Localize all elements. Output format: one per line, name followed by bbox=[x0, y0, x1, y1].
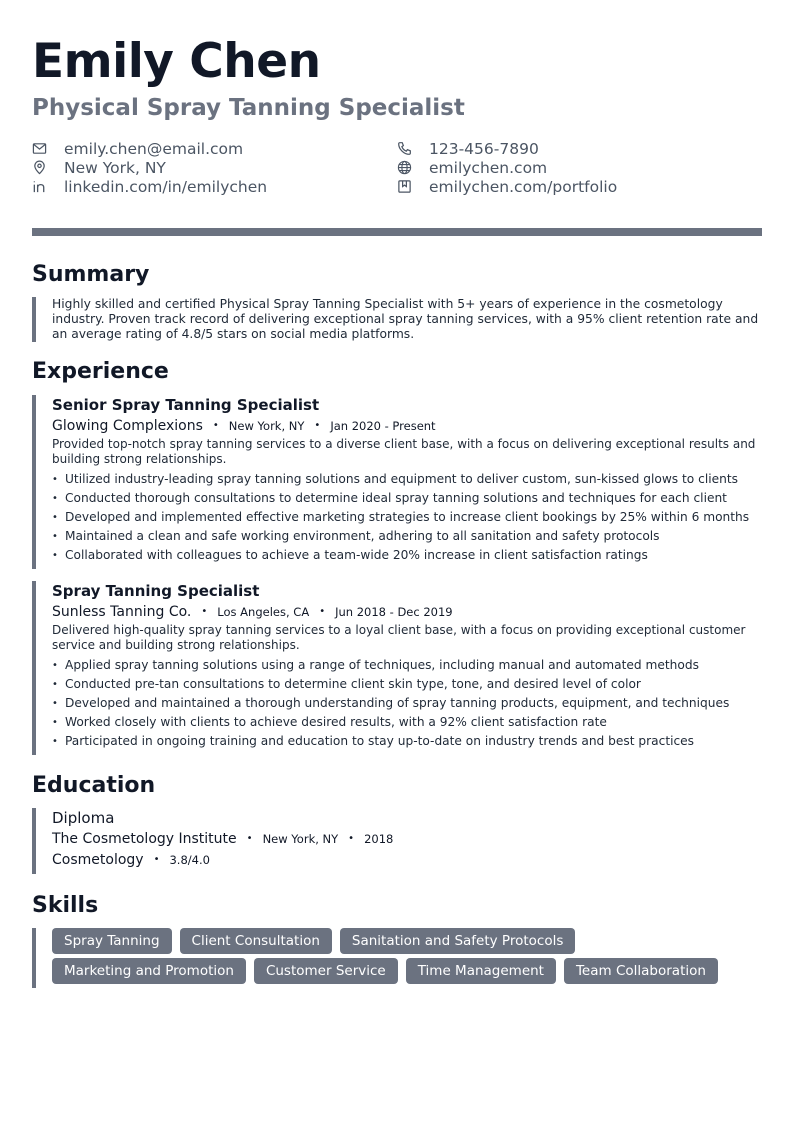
job-location: Los Angeles, CA bbox=[217, 604, 310, 619]
skill-chip: Team Collaboration bbox=[564, 958, 718, 984]
skill-chip: Spray Tanning bbox=[52, 928, 172, 954]
job-bullet: • Conducted pre-tan consultations to determine client skin type, tone, and desired level of color bbox=[52, 675, 762, 694]
linkedin-icon bbox=[32, 179, 47, 194]
job-bullets bbox=[52, 470, 762, 565]
portfolio-icon bbox=[397, 179, 412, 194]
job-company: Sunless Tanning Co. bbox=[52, 603, 192, 620]
separator-dot: • bbox=[246, 833, 253, 844]
location-pin-icon bbox=[32, 160, 47, 175]
job-role: Spray Tanning Specialist bbox=[52, 582, 260, 600]
globe-icon bbox=[397, 160, 412, 175]
contact-location bbox=[32, 158, 166, 177]
skills-heading: Skills bbox=[32, 893, 99, 918]
contact-portfolio[interactable] bbox=[397, 177, 617, 196]
job-meta bbox=[52, 601, 762, 622]
separator-dot: • bbox=[314, 420, 321, 431]
job-location: New York, NY bbox=[228, 418, 305, 433]
contact-email[interactable] bbox=[32, 139, 243, 158]
header-divider bbox=[32, 228, 762, 236]
contact-website-text[interactable]: emilychen.com bbox=[429, 158, 548, 177]
education-gpa: 3.8/4.0 bbox=[169, 852, 210, 867]
contact-linkedin[interactable] bbox=[32, 177, 267, 196]
skill-chip: Time Management bbox=[406, 958, 556, 984]
phone-icon bbox=[397, 141, 412, 156]
job-bullet: • Participated in ongoing training and education to stay up-to-date on industry trends and best practices bbox=[52, 732, 762, 751]
job-bullet: • Developed and implemented effective marketing strategies to increase client bookings by 25% within 6 months bbox=[52, 508, 762, 527]
skills-block bbox=[32, 928, 762, 988]
contact-portfolio-text[interactable]: emilychen.com/portfolio bbox=[429, 177, 618, 196]
education-location: New York, NY bbox=[262, 831, 339, 846]
contact-phone[interactable] bbox=[397, 139, 539, 158]
education-degree: Diploma bbox=[52, 809, 115, 827]
skill-chip: Client Consultation bbox=[180, 928, 332, 954]
summary-heading: Summary bbox=[32, 262, 150, 287]
contact-location-text: New York, NY bbox=[64, 158, 166, 177]
job-bullet: • Maintained a clean and safe working environment, adhering to all sanitation and safety protocols bbox=[52, 527, 762, 546]
job-bullet: • Applied spray tanning solutions using a range of techniques, including manual and automated methods bbox=[52, 656, 762, 675]
candidate-name: Emily Chen bbox=[32, 34, 321, 89]
job-role: Senior Spray Tanning Specialist bbox=[52, 396, 320, 414]
experience-item bbox=[32, 581, 762, 755]
job-description: Delivered high-quality spray tanning services to a loyal client base, with a focus on providing exceptional customer service and building strong relationships. bbox=[52, 623, 746, 652]
separator-dot: • bbox=[201, 606, 208, 617]
job-bullet: • Collaborated with colleagues to achieve a team-wide 20% increase in client satisfaction ratings bbox=[52, 546, 762, 565]
job-dates: Jan 2020 - Present bbox=[330, 418, 436, 433]
education-year: 2018 bbox=[364, 831, 394, 846]
job-meta bbox=[52, 415, 762, 436]
education-field: Cosmetology bbox=[52, 851, 144, 868]
contact-website[interactable] bbox=[397, 158, 547, 177]
job-bullet: • Worked closely with clients to achieve desired results, with a 92% client satisfaction rate bbox=[52, 713, 762, 732]
job-bullet: • Utilized industry-leading spray tanning solutions and equipment to deliver custom, sun-kissed glows to clients bbox=[52, 470, 762, 489]
skill-chip: Sanitation and Safety Protocols bbox=[340, 928, 575, 954]
job-bullet: • Conducted thorough consultations to determine ideal spray tanning solutions and techniques for each client bbox=[52, 489, 762, 508]
separator-dot: • bbox=[212, 420, 219, 431]
skill-chip: Marketing and Promotion bbox=[52, 958, 246, 984]
contact-linkedin-text[interactable]: linkedin.com/in/emilychen bbox=[64, 177, 268, 196]
experience-item bbox=[32, 395, 762, 569]
summary-block bbox=[32, 297, 762, 342]
skill-chip: Customer Service bbox=[254, 958, 398, 984]
job-bullets bbox=[52, 656, 762, 751]
candidate-title: Physical Spray Tanning Specialist bbox=[32, 95, 465, 121]
job-company: Glowing Complexions bbox=[52, 417, 203, 434]
mail-icon bbox=[32, 141, 47, 156]
job-dates: Jun 2018 - Dec 2019 bbox=[335, 604, 453, 619]
contact-phone-text[interactable]: 123-456-7890 bbox=[429, 139, 539, 158]
contact-email-text[interactable]: emily.chen@email.com bbox=[64, 139, 244, 158]
experience-heading: Experience bbox=[32, 359, 169, 384]
education-field-row bbox=[52, 849, 762, 870]
separator-dot: • bbox=[319, 606, 326, 617]
education-meta bbox=[52, 828, 762, 849]
job-bullet: • Developed and maintained a thorough understanding of spray tanning products, equipment, and techniques bbox=[52, 694, 762, 713]
separator-dot: • bbox=[153, 854, 160, 865]
separator-dot: • bbox=[348, 833, 355, 844]
skills-list bbox=[52, 928, 767, 988]
education-heading: Education bbox=[32, 773, 156, 798]
education-school: The Cosmetology Institute bbox=[52, 830, 237, 847]
job-description: Provided top-notch spray tanning services to a diverse client base, with a focus on delivering exceptional results and building strong relationships. bbox=[52, 437, 756, 466]
education-item bbox=[32, 808, 762, 874]
summary-text: Highly skilled and certified Physical Spray Tanning Specialist with 5+ years of experience in the cosmetology industry. Proven track record of delivering exceptional spray tanning services, with a 95% client retention rate and an average rating of 4.8/5 stars on social media platforms. bbox=[52, 297, 759, 341]
